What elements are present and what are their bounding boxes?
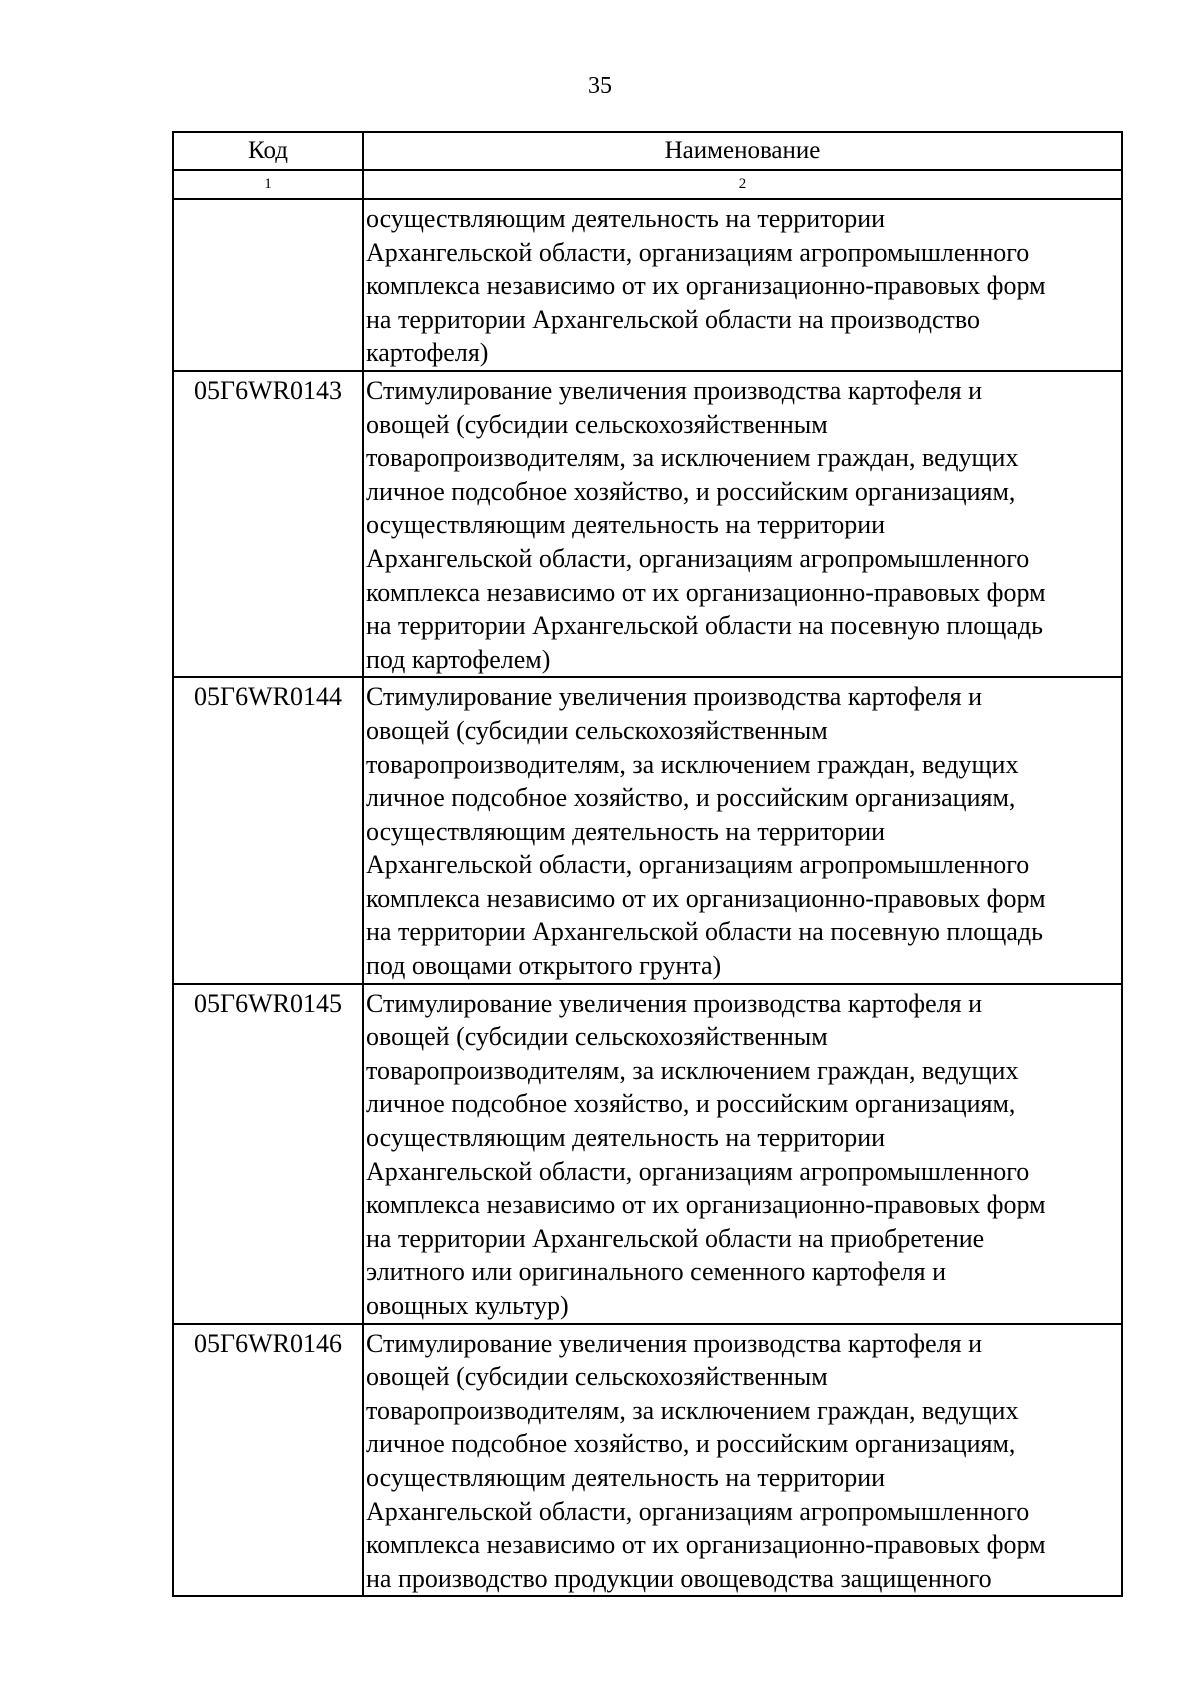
name-line: овощей (субсидии сельскохозяйственным <box>366 1362 828 1392</box>
name-line: товаропроизводителям, за исключением граждан, ведущих <box>366 443 1019 473</box>
code-cell <box>173 199 363 371</box>
name-line: товаропроизводителям, за исключением граждан, ведущих <box>366 749 1019 779</box>
name-cell <box>363 677 1122 983</box>
name-cell <box>363 1324 1122 1597</box>
name-line: осуществляющим деятельность на территории <box>366 1462 886 1492</box>
name-line: Архангельской области, организациям агропромышленного <box>366 850 1030 880</box>
name-line: комплекса независимо от их организационно-правовых форм <box>366 271 1046 301</box>
name-line: осуществляющим деятельность на территории <box>366 816 886 846</box>
column-number-1: 1 <box>173 170 363 199</box>
name-cell <box>363 199 1122 371</box>
code-cell: 05Г6WR0145 <box>173 984 363 1324</box>
name-line: Стимулирование увеличения производства картофеля и <box>366 988 983 1018</box>
table-header-row <box>173 132 1122 170</box>
table-row <box>173 371 1122 677</box>
name-line: комплекса независимо от их организационно-правовых форм <box>366 1530 1046 1560</box>
code-cell: 05Г6WR0146 <box>173 1324 363 1597</box>
name-cell <box>363 371 1122 677</box>
name-line: Стимулирование увеличения производства картофеля и <box>366 1328 983 1358</box>
name-line: элитного или оригинального семенного картофеля и <box>366 1257 947 1287</box>
name-line: осуществляющим деятельность на территории <box>366 1123 886 1153</box>
name-line: личное подсобное хозяйство, и российским организациям, <box>366 783 1016 813</box>
name-line: Стимулирование увеличения производства картофеля и <box>366 682 983 712</box>
name-line: на территории Архангельской области на производство <box>366 304 981 334</box>
name-line: комплекса независимо от их организационно-правовых форм <box>366 883 1046 913</box>
name-line: овощей (субсидии сельскохозяйственным <box>366 715 828 745</box>
name-line: Архангельской области, организациям агропромышленного <box>366 237 1030 267</box>
name-line: на территории Архангельской области на приобретение <box>366 1223 985 1253</box>
table-row <box>173 984 1122 1324</box>
table-row <box>173 1324 1122 1597</box>
name-line: под овощами открытого грунта) <box>366 951 722 981</box>
header-code: Код <box>173 132 363 170</box>
page-number: 35 <box>588 73 612 99</box>
name-line: овощей (субсидии сельскохозяйственным <box>366 409 828 439</box>
name-line: личное подсобное хозяйство, и российским организациям, <box>366 1089 1016 1119</box>
name-line: товаропроизводителям, за исключением граждан, ведущих <box>366 1395 1019 1425</box>
name-line: Архангельской области, организациям агропромышленного <box>366 1496 1030 1526</box>
code-cell: 05Г6WR0144 <box>173 677 363 983</box>
name-line: осуществляющим деятельность на территории <box>366 204 886 233</box>
name-cell <box>363 984 1122 1324</box>
name-line: на производство продукции овощеводства защищенного <box>366 1563 992 1593</box>
name-line: картофеля) <box>366 338 489 368</box>
code-cell: 05Г6WR0143 <box>173 371 363 677</box>
table-row <box>173 199 1122 371</box>
name-line: овощей (субсидии сельскохозяйственным <box>366 1022 828 1052</box>
name-line: товаропроизводителям, за исключением граждан, ведущих <box>366 1055 1019 1085</box>
name-line: личное подсобное хозяйство, и российским организациям, <box>366 476 1016 506</box>
header-name: Наименование <box>363 132 1122 170</box>
name-line: комплекса независимо от их организационно-правовых форм <box>366 1190 1046 1220</box>
column-numbers-row <box>173 170 1122 199</box>
name-line: комплекса независимо от их организационно-правовых форм <box>366 577 1046 607</box>
name-line: под картофелем) <box>366 644 551 674</box>
name-line: Архангельской области, организациям агропромышленного <box>366 1156 1030 1186</box>
name-line: осуществляющим деятельность на территории <box>366 510 886 540</box>
name-line: Архангельской области, организациям агропромышленного <box>366 543 1030 573</box>
table-row <box>173 677 1122 983</box>
budget-code-table <box>172 131 1123 1597</box>
name-line: на территории Архангельской области на посевную площадь <box>366 917 1043 947</box>
name-line: личное подсобное хозяйство, и российским организациям, <box>366 1429 1016 1459</box>
name-line: на территории Архангельской области на посевную площадь <box>366 611 1043 641</box>
name-line: Стимулирование увеличения производства картофеля и <box>366 375 983 405</box>
name-line: овощных культур) <box>366 1291 569 1320</box>
column-number-2: 2 <box>363 170 1122 199</box>
